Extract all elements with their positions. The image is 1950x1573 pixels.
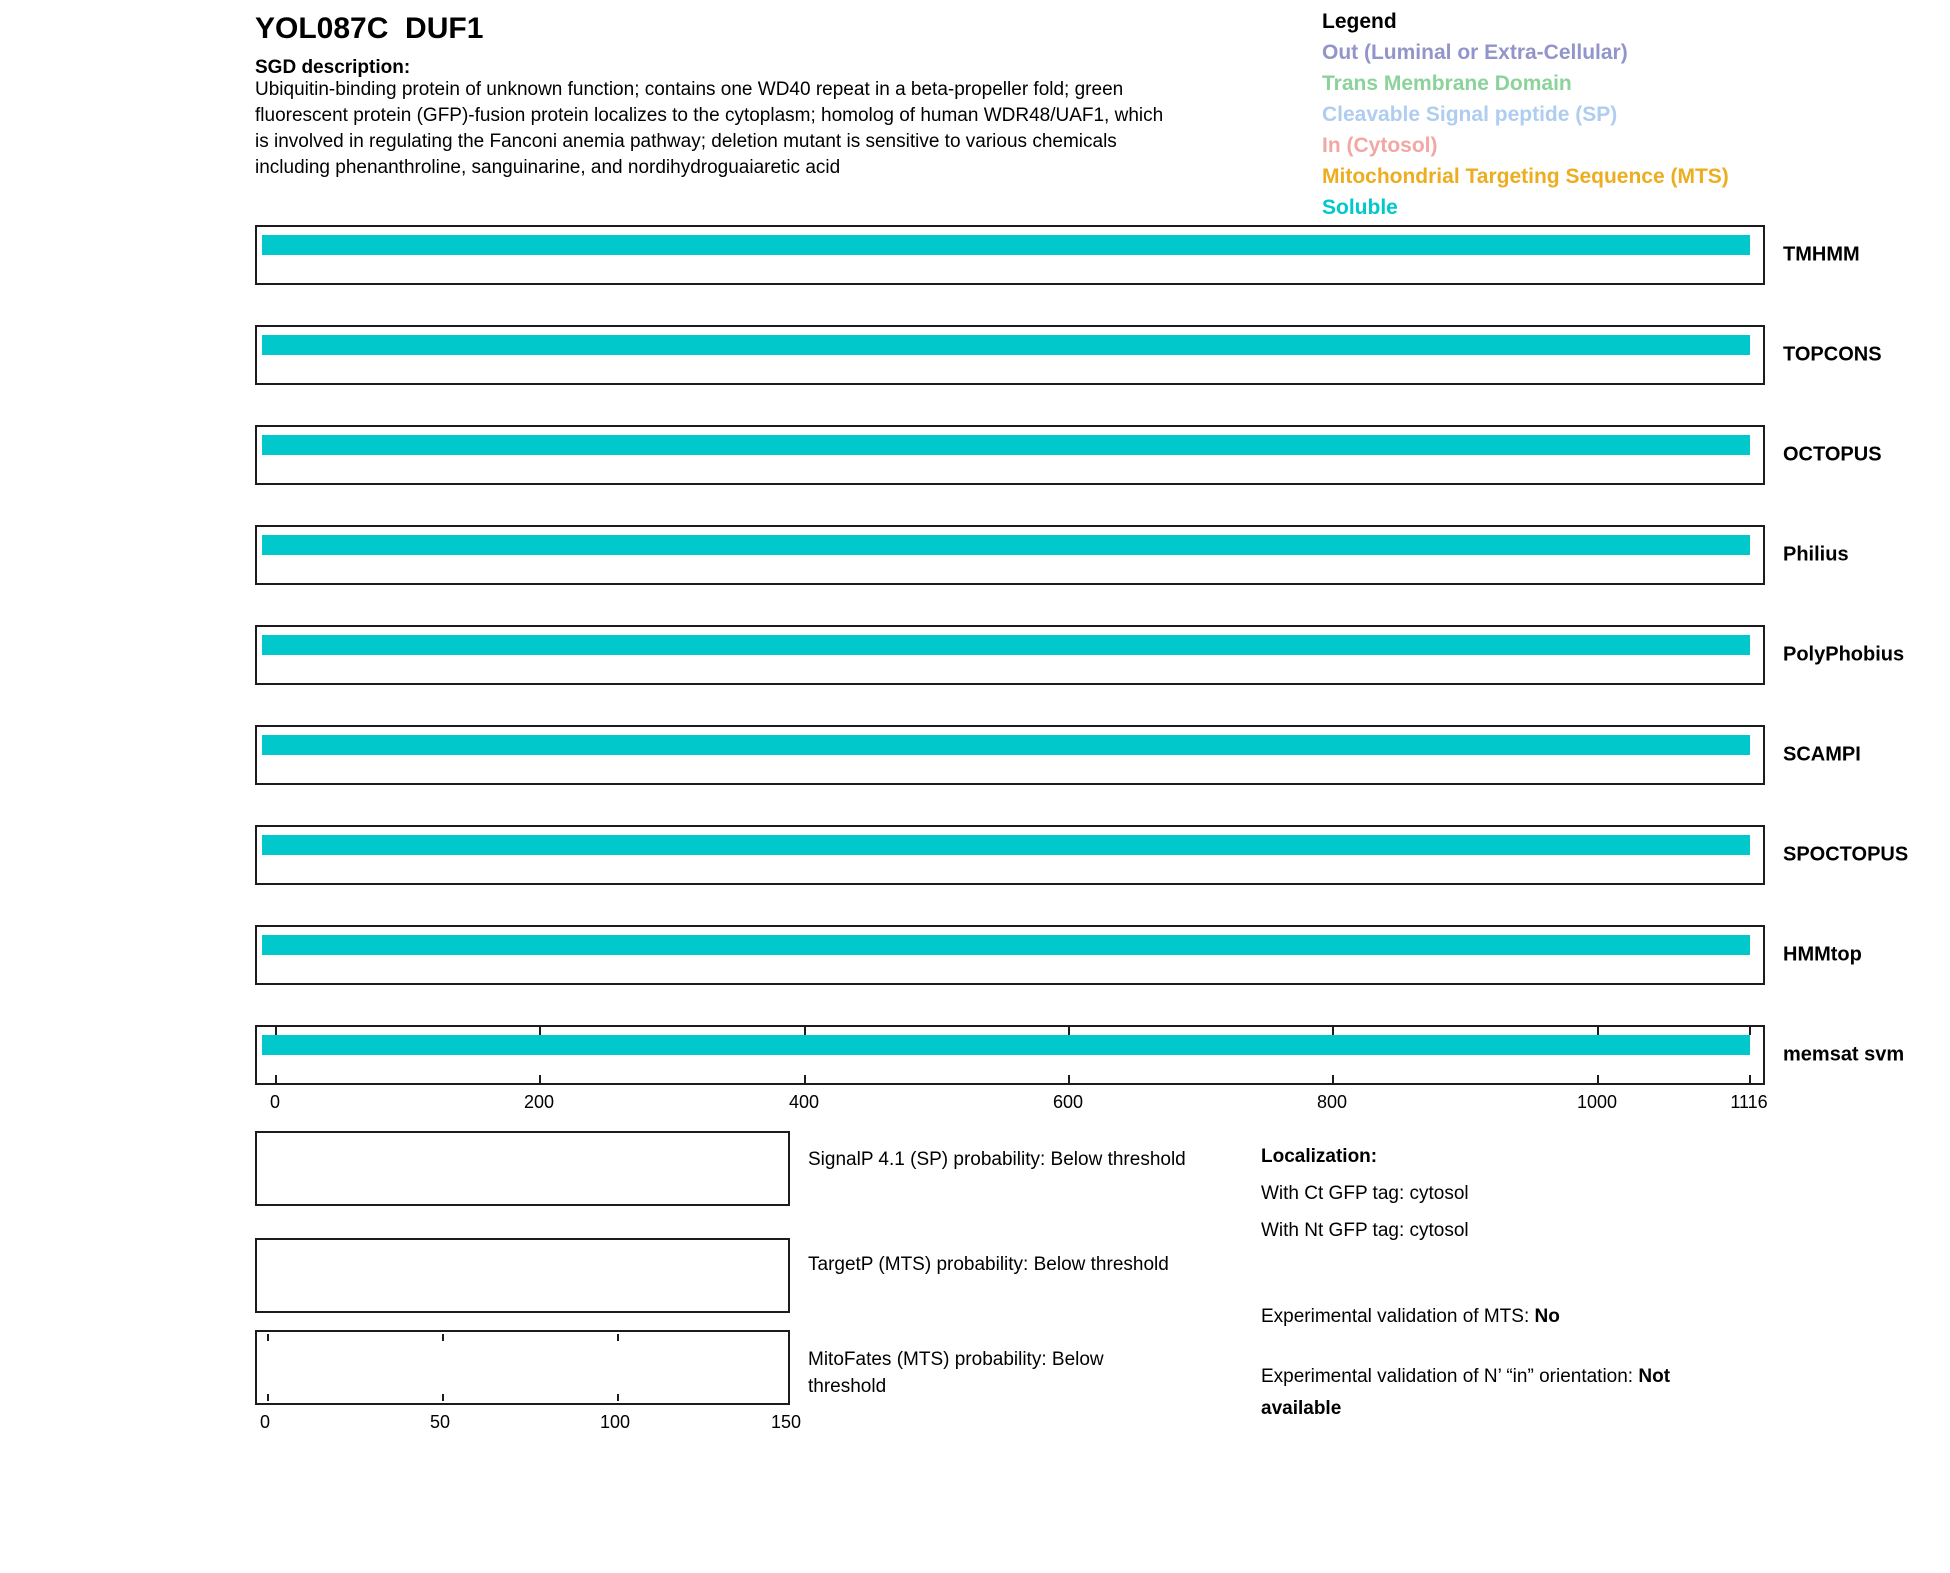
legend-item-mts: Mitochondrial Targeting Sequence (MTS) (1322, 165, 1729, 188)
legend-item-signal-peptide: Cleavable Signal peptide (SP) (1322, 103, 1618, 126)
mts-validation: Experimental validation of MTS: No (1261, 1306, 1560, 1327)
track-row-philius (255, 525, 1849, 585)
track-row-polyphobius (255, 625, 1905, 685)
mitofates-axis (255, 1412, 802, 1436)
mitofates-caption: MitoFates (MTS) probability: Below threshold (808, 1349, 1104, 1397)
soluble-bar (262, 935, 1750, 955)
axis-tick (1332, 1075, 1334, 1083)
soluble-bar (262, 735, 1750, 755)
track-row-scampi (255, 725, 1861, 785)
page-title: YOL087C DUF1 (255, 12, 484, 45)
nin-validation-line2: available (1261, 1398, 1342, 1419)
axis-tick (1749, 1027, 1751, 1035)
legend-item-out: Out (Luminal or Extra-Cellular) (1322, 41, 1628, 64)
track-row-spoctopus (255, 825, 1909, 885)
legend-item-soluble: Soluble (1322, 196, 1398, 219)
axis-tick (617, 1334, 619, 1341)
targetp-caption: TargetP (MTS) probability: Below threshold (808, 1254, 1169, 1275)
localization-heading: Localization: (1261, 1146, 1378, 1167)
soluble-bar (262, 635, 1750, 655)
axis-tick (275, 1075, 277, 1083)
track-plot-box (255, 225, 1765, 285)
axis-tick (1332, 1027, 1334, 1035)
axis-tick (267, 1334, 269, 1341)
axis-tick (1068, 1027, 1070, 1035)
axis-tick-label: 200 (523, 1092, 555, 1112)
track-label: TMHMM (1783, 243, 1860, 266)
sgd-description (255, 77, 1163, 181)
track-row-octopus (255, 425, 1882, 485)
axis-tick (275, 1027, 277, 1035)
soluble-bar (262, 835, 1750, 855)
signalp-caption: SignalP 4.1 (SP) probability: Below threshold (808, 1149, 1186, 1170)
axis-tick (617, 1394, 619, 1401)
track-plot-box (255, 925, 1765, 985)
axis-tick-label: 50 (429, 1412, 451, 1432)
axis-tick-label: 400 (788, 1092, 820, 1112)
track-row-hmmtop (255, 925, 1862, 985)
axis-tick-label: 150 (770, 1412, 802, 1432)
legend-item-in-cytosol: In (Cytosol) (1322, 134, 1438, 157)
residue-axis (255, 1092, 1768, 1116)
axis-tick-label: 600 (1052, 1092, 1084, 1112)
track-row-topcons (255, 325, 1882, 385)
axis-tick (804, 1075, 806, 1083)
legend-item-transmembrane: Trans Membrane Domain (1322, 72, 1572, 95)
track-label: PolyPhobius (1783, 643, 1905, 666)
track-label: TOPCONS (1783, 343, 1882, 366)
track-plot-box (255, 525, 1765, 585)
track-label: memsat svm (1783, 1043, 1905, 1066)
soluble-bar (262, 235, 1750, 255)
axis-tick-label: 0 (269, 1092, 281, 1112)
track-plot-box (255, 825, 1765, 885)
soluble-bar (262, 535, 1750, 555)
axis-tick (539, 1075, 541, 1083)
track-label: SPOCTOPUS (1783, 843, 1909, 866)
nin-validation-line1: Experimental validation of N’ “in” orientation: Not (1261, 1366, 1671, 1387)
sgd-description-label: SGD description: (255, 57, 411, 78)
signalp-plot (255, 1131, 790, 1206)
axis-tick (267, 1394, 269, 1401)
track-plot-box (255, 425, 1765, 485)
axis-tick-label: 800 (1316, 1092, 1348, 1112)
mitofates-plot (255, 1330, 790, 1405)
track-plot-box (255, 1025, 1765, 1085)
axis-tick-label: 100 (599, 1412, 631, 1432)
track-label: SCAMPI (1783, 743, 1861, 766)
sgd-description-line: is involved in regulating the Fanconi anemia pathway; deletion mutant is sensitive to various chemicals (255, 131, 1117, 152)
sgd-description-line: Ubiquitin-binding protein of unknown function; contains one WD40 repeat in a beta-propeller fold; green (255, 79, 1124, 100)
axis-tick (1597, 1075, 1599, 1083)
track-label: OCTOPUS (1783, 443, 1882, 466)
axis-tick (442, 1394, 444, 1401)
track-label: HMMtop (1783, 943, 1862, 966)
track-plot-box (255, 725, 1765, 785)
axis-tick-label: 0 (259, 1412, 271, 1432)
soluble-bar (262, 435, 1750, 455)
axis-tick (442, 1334, 444, 1341)
axis-tick (1749, 1075, 1751, 1083)
soluble-bar (262, 335, 1750, 355)
soluble-bar (262, 1035, 1750, 1055)
axis-tick-label: 1000 (1576, 1092, 1618, 1112)
localization-ct-gfp: With Ct GFP tag: cytosol (1261, 1183, 1469, 1204)
localization-nt-gfp: With Nt GFP tag: cytosol (1261, 1220, 1469, 1241)
axis-tick (804, 1027, 806, 1035)
axis-tick (1597, 1027, 1599, 1035)
track-row-tmhmm (255, 225, 1860, 285)
axis-tick-label: 1116 (1730, 1092, 1768, 1112)
track-row-memsat-svm (255, 1025, 1905, 1085)
legend-title: Legend (1322, 10, 1397, 33)
sgd-description-line: fluorescent protein (GFP)-fusion protein localizes to the cytoplasm; homolog of human WDR48/UAF1, which (255, 105, 1164, 126)
axis-tick (539, 1027, 541, 1035)
track-label: Philius (1783, 543, 1849, 566)
targetp-plot (255, 1238, 790, 1313)
sgd-description-line: including phenanthroline, sanguinarine, and nordihydroguaiaretic acid (255, 157, 841, 178)
legend (1322, 6, 1729, 223)
track-plot-box (255, 625, 1765, 685)
track-plot-box (255, 325, 1765, 385)
axis-tick (1068, 1075, 1070, 1083)
